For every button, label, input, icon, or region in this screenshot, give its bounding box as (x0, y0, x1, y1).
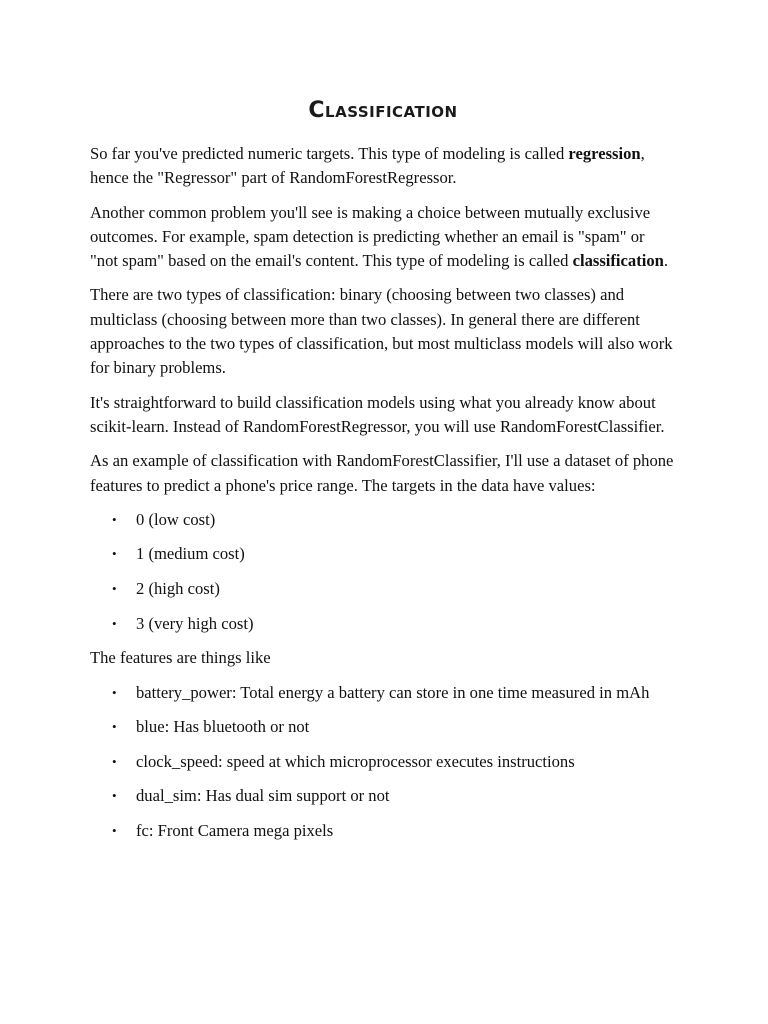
bullet-icon: • (112, 788, 117, 804)
list-item (90, 784, 676, 808)
paragraph-regression (90, 142, 676, 191)
term-classification: classification (572, 251, 664, 271)
bullet-icon: • (112, 822, 117, 838)
list-item (90, 508, 676, 532)
paragraph-types: There are two types of classification: binary (choosing between two classes) and multiclass (choosing between more than two classes). In general there are different approaches to the two types of classification, but most multiclass models will also work for binary problems. (90, 285, 673, 378)
list-item-text: 2 (high cost) (136, 579, 220, 599)
bullet-icon: • (112, 615, 117, 631)
paragraph-text: Another common problem you'll see is making a choice between mutually exclusive outcomes. For example, spam detection is predicting whether an email is "spam" or "not spam" based on the email's content. This type of modeling is called (90, 202, 651, 271)
list-item-text: 0 (low cost) (136, 509, 216, 529)
term-regression: regression (568, 144, 641, 163)
features-list (90, 681, 676, 844)
paragraph-features-intro: The features are things like (90, 648, 271, 668)
targets-list (90, 508, 676, 636)
bullet-icon: • (112, 511, 117, 527)
list-item (90, 750, 676, 774)
bullet-icon: • (112, 753, 117, 769)
paragraph-text: , hence the "Regressor" part of RandomForestRegressor. (90, 144, 645, 188)
bullet-icon: • (112, 546, 117, 562)
bullet-icon: • (112, 581, 117, 597)
list-item-text: fc: Front Camera mega pixels (136, 820, 334, 840)
list-item-text: blue: Has bluetooth or not (136, 717, 310, 737)
list-item (90, 715, 676, 739)
list-item (90, 577, 676, 601)
bullet-icon: • (112, 684, 117, 700)
list-item (90, 612, 676, 636)
list-item (90, 819, 676, 843)
page-title: Classification (308, 98, 458, 123)
paragraph-scikit-learn: It's straightforward to build classification models using what you already know about scikit-learn. Instead of RandomForestRegressor, you will use RandomForestClassifier. (90, 392, 665, 436)
list-item (90, 542, 676, 566)
bullet-icon: • (112, 719, 117, 735)
paragraph-text: So far you've predicted numeric targets. This type of modeling is called (90, 144, 569, 163)
paragraph-text: . (663, 251, 669, 271)
paragraph-example: As an example of classification with RandomForestClassifier, I'll use a dataset of phone features to predict a phone's price range. The targets in the data have values: (90, 451, 674, 495)
list-item-text: dual_sim: Has dual sim support or not (136, 786, 390, 806)
list-item-text: clock_speed: speed at which microprocessor executes instructions (136, 751, 575, 771)
list-item (90, 681, 676, 705)
list-item-text: 3 (very high cost) (136, 613, 254, 633)
list-item-text: 1 (medium cost) (136, 544, 245, 564)
paragraph-classification (90, 201, 676, 274)
list-item-text: battery_power: Total energy a battery can store in one time measured in mAh (136, 682, 650, 702)
